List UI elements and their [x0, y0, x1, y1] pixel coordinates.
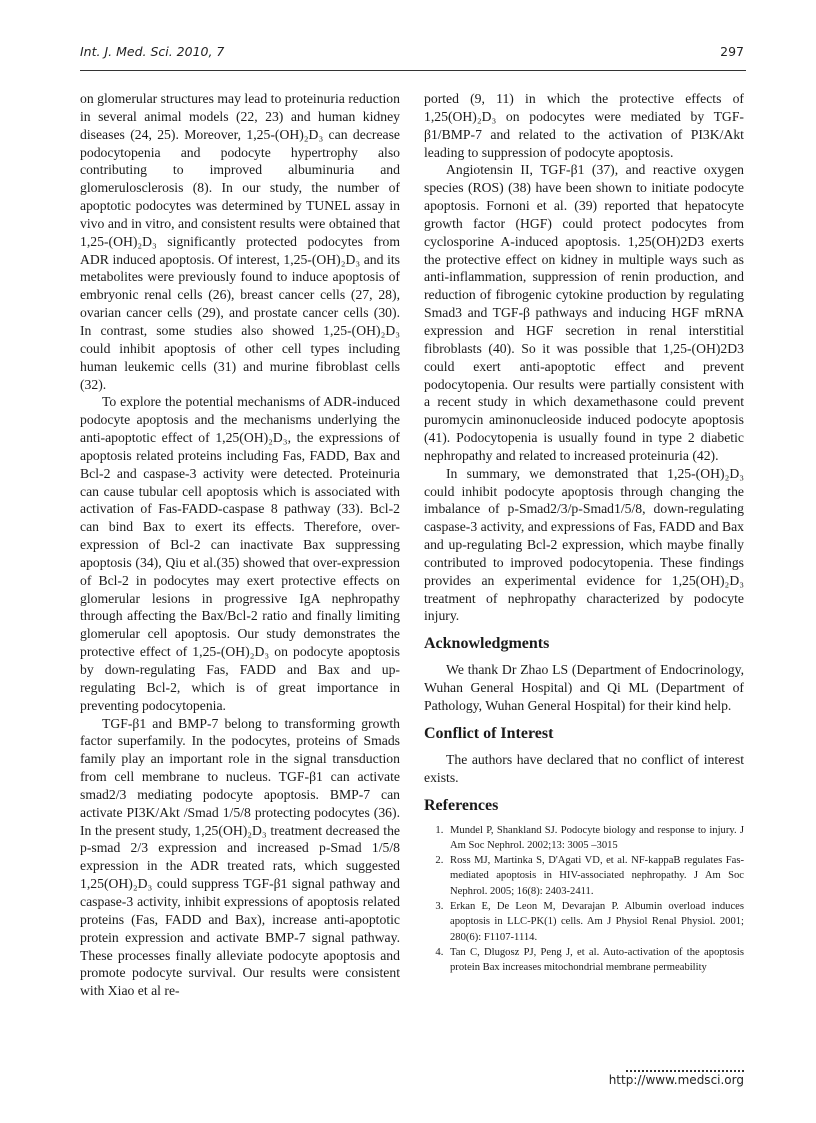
- conflict-heading: Conflict of Interest: [424, 724, 554, 742]
- reference-item: 2. Ross MJ, Martinka S, D'Agati VD, et al. NF-kappaB regulates Fas-mediated apoptosis in HIV-associated nephropathy. J Am Soc Nephrol. 2005; 16(8): 2403-2411.: [446, 853, 744, 899]
- acknowledgments-heading: Acknowledgments: [424, 635, 550, 653]
- reference-item: 4. Tan C, Dlugosz PJ, Peng J, et al. Auto-activation of the apoptosis protein Bax increases mitochondrial membrane permeability: [446, 945, 744, 976]
- body-paragraph: In summary, we demonstrated that 1,25-(OH)₂D₃ could inhibit podocyte apoptosis through changing the imbalance of p-Smad2/3/p-Smad1/5/8, down-regulating caspase-3 activity, and expressions of Fas, FADD and Bax and up-regulating Bcl-2 expression, which maybe finally contributed to improved podocytopenia. These findings provides an experimental evidence for 1,25(OH)₂D₃ treatment of nephropathy characterized by podocyte injury.: [424, 465, 744, 624]
- left-column: [80, 90, 400, 1000]
- body-paragraph: Angiotensin II, TGF-β1 (37), and reactive oxygen species (ROS) (38) have been shown to initiate podocyte apoptosis. Fornoni et al. (39) reported that hepatocyte growth factor (HGF) could protect podocytes from cyclosporine A-induced apoptosis. 1,25(OH)2D3 exerts the protective effect on kidney in multiple ways such as anti-inflammation, suppression of renin production, and reduction of fibrogenic cytokine production by regulating Smad3 and TGF-β pathways and inducing HGF mRNA expression and HGF secretion in renal interstitial fibroblasts (40). So it was possible that 1,25-(OH)2D3 could exert anti-apoptotic effect and prevent podocytopenia. Our results were partially consistent with a recent study in which dexamethasone could prevent puromycin aminonucleoside induced podocyte apoptosis (41). Podocytopenia is usually found in type 2 diabetic nephropathy and related to increased proteinuria (42).: [424, 162, 744, 463]
- journal-citation: Int. J. Med. Sci. 2010, 7: [80, 44, 225, 59]
- conflict-text: The authors have declared that no conflict of interest exists.: [424, 751, 744, 785]
- body-paragraph: To explore the potential mechanisms of ADR-induced podocyte apoptosis and the mechanisms underlying the anti-apoptotic effect of 1,25(OH)₂D₃, the expressions of apoptosis related proteins including Fas, FADD, Bax and Bcl-2 and caspase-3 activity were detected. Proteinuria can cause tubular cell apoptosis which is associated with activation of Fas-FADD-caspase 8 pathway (33). Bcl-2 can bind Bax to exert its effects. Therefore, over-expression of Bcl-2 can inactivate Bax suppressing apoptosis (34), Qiu et al.(35) showed that over-expression of Bcl-2 in podocytes may exert protective effects on glomerular lesions in progressive IgA nephropathy through affecting the Bax/Bcl-2 ratio and finally limiting glomerular cell apoptosis. Our study demonstrates the protective effect of 1,25-(OH)₂D₃ on podocyte apoptosis by down-regulating Fas, FADD and Bax and up-regulating Bcl-2, which is of great importance in preventing podocytopenia.: [80, 394, 400, 713]
- body-paragraph: ported (9, 11) in which the protective effects of 1,25(OH)₂D₃ on podocytes were mediated by TGF-β1/BMP-7 and related to the activation of PI3K/Akt leading to suppression of podocyte apoptosis.: [424, 91, 744, 160]
- acknowledgments-text: We thank Dr Zhao LS (Department of Endocrinology, Wuhan General Hospital) and Qi ML (Department of Pathology, Wuhan General Hospital) for their kind help.: [424, 662, 744, 713]
- page-number: 297: [720, 44, 744, 59]
- references-heading: References: [424, 796, 499, 814]
- footer-divider: [626, 1070, 744, 1072]
- reference-item: 3. Erkan E, De Leon M, Devarajan P. Albumin overload induces apoptosis in LLC-PK(1) cells. Am J Physiol Renal Physiol. 2001; 280(6): F1107-1114.: [446, 899, 744, 945]
- reference-list: [424, 823, 744, 976]
- reference-item: 1. Mundel P, Shankland SJ. Podocyte biology and response to injury. J Am Soc Nephrol. 2002;13: 3005 –3015: [446, 823, 744, 854]
- right-column: [424, 90, 744, 976]
- body-paragraph: TGF-β1 and BMP-7 belong to transforming growth factor superfamily. In the podocytes, proteins of Smads family play an important role in the signal transduction from cell membrane to nucleus. TGF-β1 can activate smad2/3 mediating podocyte apoptosis. BMP-7 can activate PI3K/Akt /Smad 1/5/8 protecting podocytes (36). In the present study, 1,25(OH)₂D₃ treatment decreased the p-smad 2/3 expression and increased p-Smad 1/5/8 expression in the ADR treated rats, which suggested 1,25(OH)₂D₃ could suppress TGF-β1 signal pathway and caspase-3 activity, inhibit expressions of apoptosis related proteins (Fas, FADD and Bax), increase anti-apoptotic protein expression and activate BMP-7 signal pathway. These processes finally alleviate podocyte apoptosis and promote podocyte survival. Our results were consistent with Xiao et al re-: [80, 715, 400, 999]
- header-divider: [80, 70, 746, 71]
- footer-url-link[interactable]: http://www.medsci.org: [608, 1073, 744, 1087]
- body-paragraph: on glomerular structures may lead to proteinuria reduction in several animal models (22, 23) and human kidney diseases (24, 25). Moreover, 1,25-(OH)₂D₃ can decrease podocytopenia and podocyte hypertrophy also contributing to improved albuminuria and glomerulosclerosis (8). In our study, the number of apoptotic podocytes was determined by TUNEL assay in vivo and in vitro, and consistent results were obtained that 1,25-(OH)₂D₃ significantly protected podocytes from ADR induced apoptosis. Of interest, 1,25-(OH)₂D₃ and its metabolites were previously found to induce apoptosis of embryonic renal cells (26), breast cancer cells (27, 28), ovarian cancer cells (29), and prostate cancer cells (30). In contrast, some studies also showed 1,25-(OH)₂D₃ could inhibit apoptosis of other cell types including human leukemic cells (31) and murine fibroblast cells (32).: [80, 91, 400, 392]
